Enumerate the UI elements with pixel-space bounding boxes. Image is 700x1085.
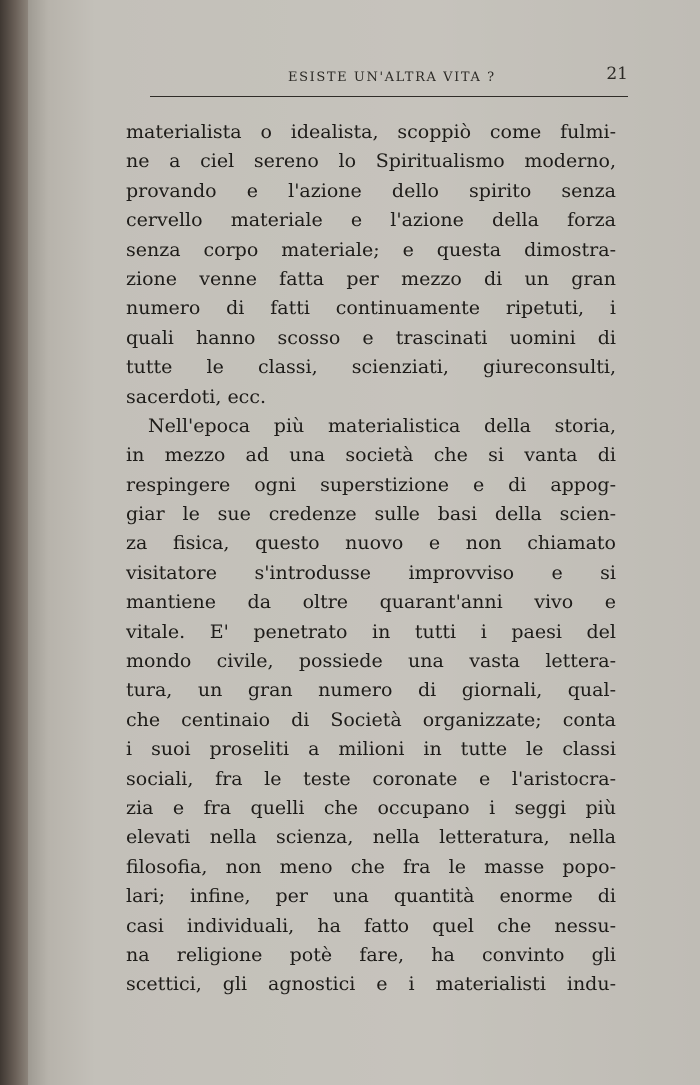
text-line: zia e fra quelli che occupano i seggi più <box>126 796 616 819</box>
page-header <box>150 58 630 98</box>
text-line: numero di fatti continuamente ripetuti, i <box>126 297 616 320</box>
text-line: in mezzo ad una società che si vanta di <box>126 444 616 467</box>
text-line: zione venne fatta per mezzo di un gran <box>126 267 616 290</box>
text-line-paragraph-start: Nell'epoca più materialistica della storia, <box>148 414 616 437</box>
text-line: scettici, gli agnostici e i materialisti indu- <box>126 973 616 996</box>
text-line: che centinaio di Società organizzate; conta <box>126 708 616 731</box>
book-spine-shadow <box>0 0 28 1085</box>
text-line: na religione potè fare, ha convinto gli <box>126 943 616 966</box>
text-line: tutte le classi, scienziati, giureconsulti, <box>126 356 616 379</box>
text-line: visitatore s'introdusse improvviso e si <box>126 561 616 584</box>
text-line-paragraph-end: sacerdoti, ecc. <box>126 385 267 408</box>
text-line: elevati nella scienza, nella letteratura, nella <box>126 826 616 849</box>
page-number: 21 <box>606 64 628 84</box>
text-line: i suoi proseliti a milioni in tutte le classi <box>126 738 616 761</box>
text-line: ne a ciel sereno lo Spiritualismo moderno, <box>126 150 616 173</box>
text-line: casi individuali, ha fatto quel che nessu- <box>126 914 616 937</box>
text-line: za fisica, questo nuovo e non chiamato <box>126 532 616 555</box>
text-line: sociali, fra le teste coronate e l'aristocra- <box>126 767 616 790</box>
text-line: senza corpo materiale; e questa dimostra- <box>126 238 616 261</box>
text-line: respingere ogni superstizione e di appog- <box>126 473 616 496</box>
text-line: tura, un gran numero di giornali, qual- <box>126 679 616 702</box>
text-line: mantiene da oltre quarant'anni vivo e <box>126 591 616 614</box>
text-line: vitale. E' penetrato in tutti i paesi del <box>126 620 616 643</box>
header-rule <box>150 96 628 97</box>
text-line: filosofia, non meno che fra le masse popo- <box>126 855 616 878</box>
text-line: mondo civile, possiede una vasta lettera- <box>126 650 616 673</box>
text-line: quali hanno scosso e trascinati uomini di <box>126 326 616 349</box>
body-text <box>126 118 616 1000</box>
text-line: giar le sue credenze sulle basi della scien- <box>126 503 616 526</box>
text-line: provando e l'azione dello spirito senza <box>126 179 616 202</box>
running-head: ESISTE UN'ALTRA VITA ? <box>288 70 496 85</box>
text-line: lari; infine, per una quantità enorme di <box>126 885 616 908</box>
text-line: cervello materiale e l'azione della forza <box>126 209 616 232</box>
text-line: materialista o idealista, scoppiò come fulmi- <box>126 121 616 143</box>
